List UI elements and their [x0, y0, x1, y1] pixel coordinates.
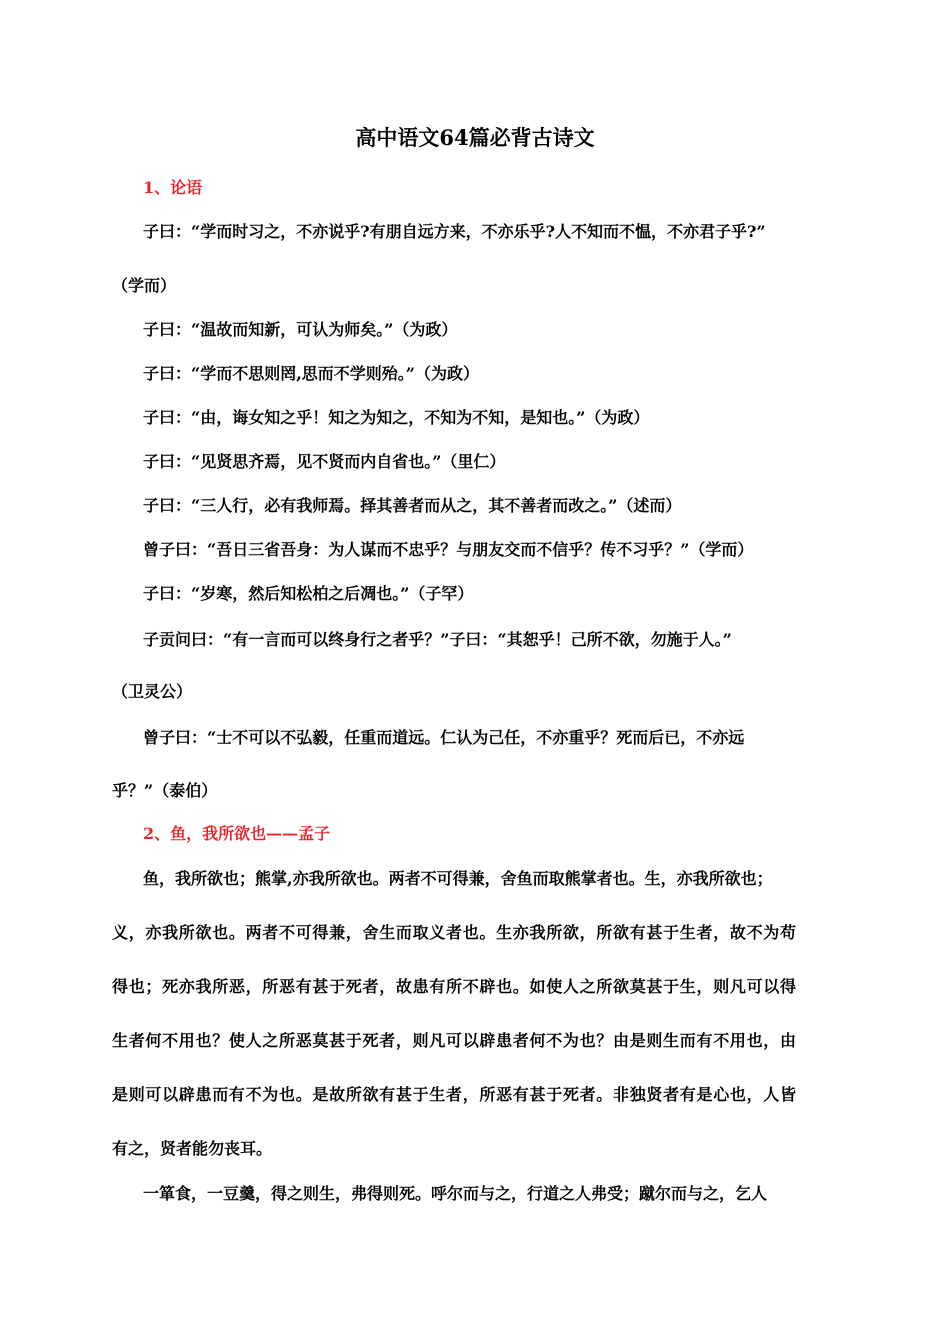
text-line: （卫灵公） — [112, 682, 193, 701]
text-line: 子曰：“见贤思齐焉，见不贤而内自省也。”（里仁） — [143, 452, 506, 471]
text-line: 子曰：“学而不思则罔,思而不学则殆。”（为政） — [143, 364, 479, 383]
text-line: 有之，贤者能勿丧耳。 — [112, 1139, 273, 1158]
text-line: 曾子曰：“吾日三省吾身：为人谋而不忠乎？与朋友交而不信乎？传不习乎？”（学而） — [143, 540, 754, 559]
section-heading-yu: 2、鱼，我所欲也——孟子 — [143, 824, 331, 843]
text-line: 义，亦我所欲也。两者不可得兼，舍生而取义者也。生亦我所欲，所欲有甚于生者，故不为苟 — [112, 923, 797, 942]
text-line: 得也；死亦我所恶，所恶有甚于死者，故患有所不辟也。如使人之所欲莫甚于生，则凡可以得 — [112, 977, 797, 996]
page-title: 高中语文64篇必背古诗文 — [355, 125, 595, 150]
text-line: 鱼，我所欲也；熊掌,亦我所欲也。两者不可得兼，舍鱼而取熊掌者也。生，亦我所欲也； — [143, 869, 773, 888]
text-line: 子曰：“由，诲女知之乎！知之为知之，不知为不知，是知也。”（为政） — [143, 408, 650, 427]
text-line: 曾子曰：“士不可以不弘毅，任重而道远。仁认为己任，不亦重乎？死而后已，不亦远 — [143, 728, 745, 747]
text-line: （学而） — [112, 276, 177, 295]
text-line: 子曰：“三人行，必有我师焉。择其善者而从之，其不善者而改之。”（述而） — [143, 496, 682, 515]
text-line: 一箪食，一豆羹，得之则生，弗得则死。呼尔而与之，行道之人弗受；蹴尔而与之，乞人 — [143, 1184, 768, 1203]
text-line: 生者何不用也？使人之所恶莫甚于死者，则凡可以辟患者何不为也？由是则生而有不用也，由 — [112, 1031, 797, 1050]
text-line: 子曰：“岁寒，然后知松柏之后凋也。”（子罕） — [143, 584, 474, 603]
text-line: 子贡问曰：“有一言而可以终身行之者乎？”子曰：“其恕乎！己所不欲，勿施于人。” — [143, 630, 732, 649]
text-line: 子曰：“温故而知新，可认为师矣。”（为政） — [143, 320, 458, 339]
text-line: 是则可以辟患而有不为也。是故所欲有甚于生者，所恶有甚于死者。非独贤者有是心也，人皆 — [112, 1085, 797, 1104]
section-heading-lunyu: 1、论语 — [143, 178, 203, 197]
text-line: 子曰：“学而时习之，不亦说乎?有朋自远方来，不亦乐乎?人不知而不愠，不亦君子乎?” — [143, 222, 766, 241]
text-line: 乎？”（泰伯） — [112, 781, 218, 800]
